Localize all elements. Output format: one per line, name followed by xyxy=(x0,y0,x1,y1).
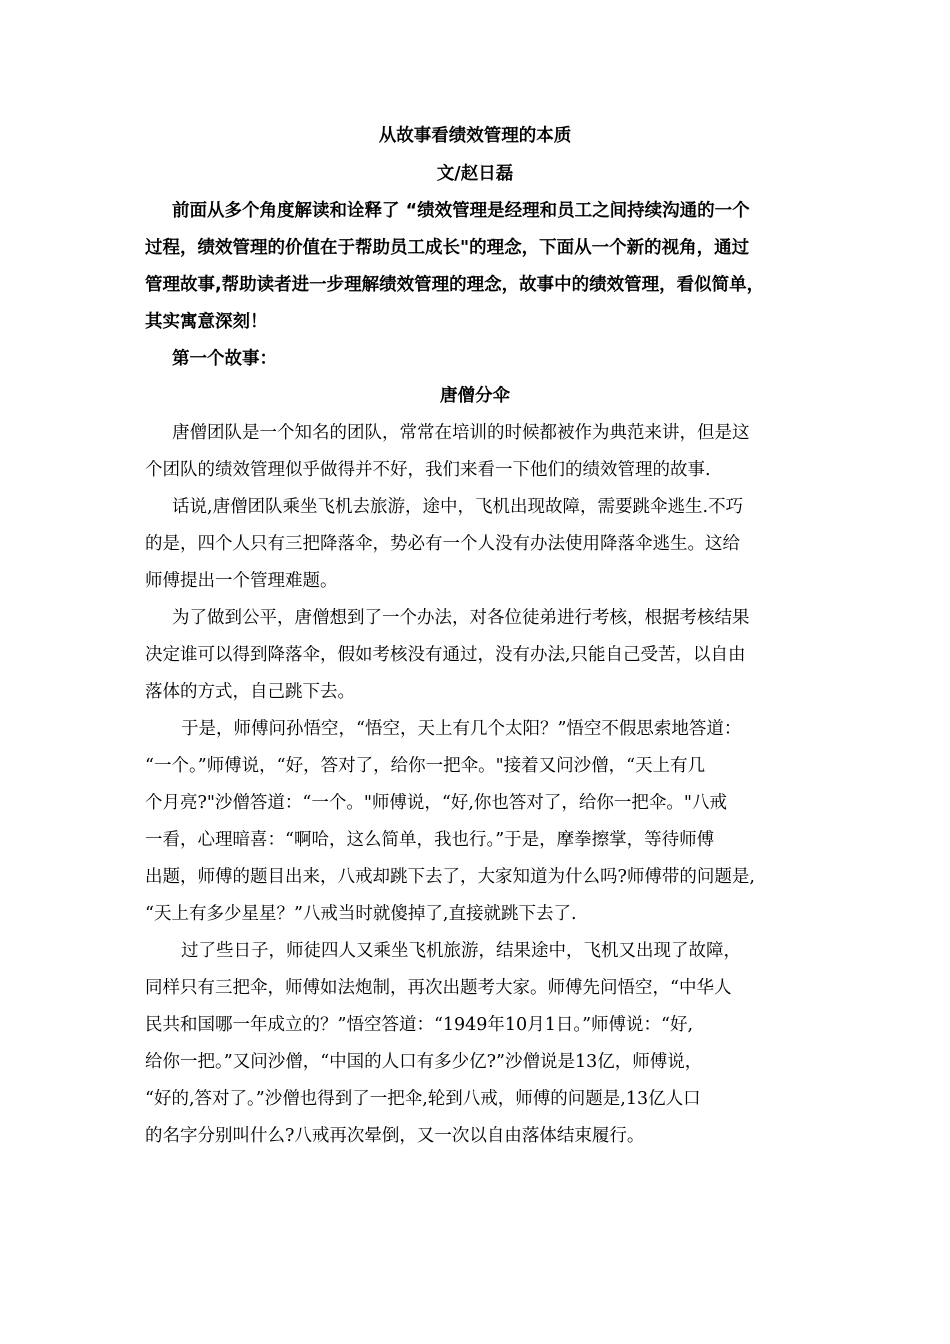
story-title: 唐僧分伞 xyxy=(440,386,510,406)
body-line-18: 给你一把。”又问沙僧，“中国的人口有多少亿?”沙僧说是13亿，师傅说， xyxy=(145,1052,703,1072)
body-line-13: 出题，师傅的题目出来，八戒却跳下去了，大家知道为什么吗?师傅带的问题是, xyxy=(145,867,755,887)
body-line-1: 唐僧团队是一个知名的团队，常常在培训的时候都被作为典范来讲，但是这 xyxy=(172,423,750,443)
body-line-7: 决定谁可以得到降落伞，假如考核没有通过，没有办法,只能自己受苦，以自由 xyxy=(145,645,746,665)
body-line-10: “一个。”师傅说，“好，答对了，给你一把伞。"接着又问沙僧，“天上有几 xyxy=(145,756,706,776)
body-line-19: “好的,答对了。”沙僧也得到了一把伞,轮到八戒，师傅的问题是,13亿人口 xyxy=(145,1089,701,1109)
intro-line-4: 其实寓意深刻！ xyxy=(145,312,268,332)
body-line-15: 过了些日子，师徒四人又乘坐飞机旅游，结果途中，飞机又出现了故障， xyxy=(181,941,741,961)
body-line-5: 师傅提出一个管理难题。 xyxy=(145,571,338,591)
body-line-9: 于是，师傅问孙悟空，“悟空，天上有几个太阳？”悟空不假思索地答道： xyxy=(181,719,742,739)
intro-line-2: 过程，绩效管理的价值在于帮助员工成长"的理念，下面从一个新的视角，通过 xyxy=(145,238,750,258)
body-line-4: 的是，四个人只有三把降落伞，势必有一个人没有办法使用降落伞逃生。这给 xyxy=(145,534,740,554)
body-line-12: 一看，心理暗喜：“啊哈，这么简单，我也行。”于是，摩拳擦掌，等待师傅 xyxy=(145,830,715,850)
body-line-3: 话说,唐僧团队乘坐飞机去旅游，途中，飞机出现故障，需要跳伞逃生.不巧 xyxy=(172,497,744,517)
document-title: 从故事看绩效管理的本质 xyxy=(378,126,572,146)
body-line-16: 同样只有三把伞，师傅如法炮制，再次出题考大家。师傅先问悟空，“中华人 xyxy=(145,978,732,998)
intro-line-1: 前面从多个角度解读和诠释了 “绩效管理是经理和员工之间持续沟通的一个 xyxy=(172,201,750,221)
body-line-17: 民共和国哪一年成立的？”悟空答道：“1949年10月1日。”师傅说：“好, xyxy=(145,1015,694,1035)
body-line-14: “天上有多少星星？”八戒当时就傻掉了,直接就跳下去了. xyxy=(145,904,577,924)
author-line: 文/赵日磊 xyxy=(436,164,514,184)
body-line-11: 个月亮?"沙僧答道：“一个。"师傅说，“好,你也答对了，给你一把伞。"八戒 xyxy=(145,793,727,813)
body-line-20: 的名字分别叫什么?八戒再次晕倒，又一次以自由落体结束履行。 xyxy=(145,1126,645,1146)
body-line-2: 个团队的绩效管理似乎做得并不好，我们来看一下他们的绩效管理的故事. xyxy=(145,460,711,480)
intro-line-3: 管理故事,帮助读者进一步理解绩效管理的理念，故事中的绩效管理，看似简单， xyxy=(145,275,765,295)
body-line-6: 为了做到公平，唐僧想到了一个办法，对各位徒弟进行考核，根据考核结果 xyxy=(172,608,750,628)
story-label: 第一个故事： xyxy=(172,349,277,369)
body-line-8: 落体的方式，自己跳下去。 xyxy=(145,682,355,702)
